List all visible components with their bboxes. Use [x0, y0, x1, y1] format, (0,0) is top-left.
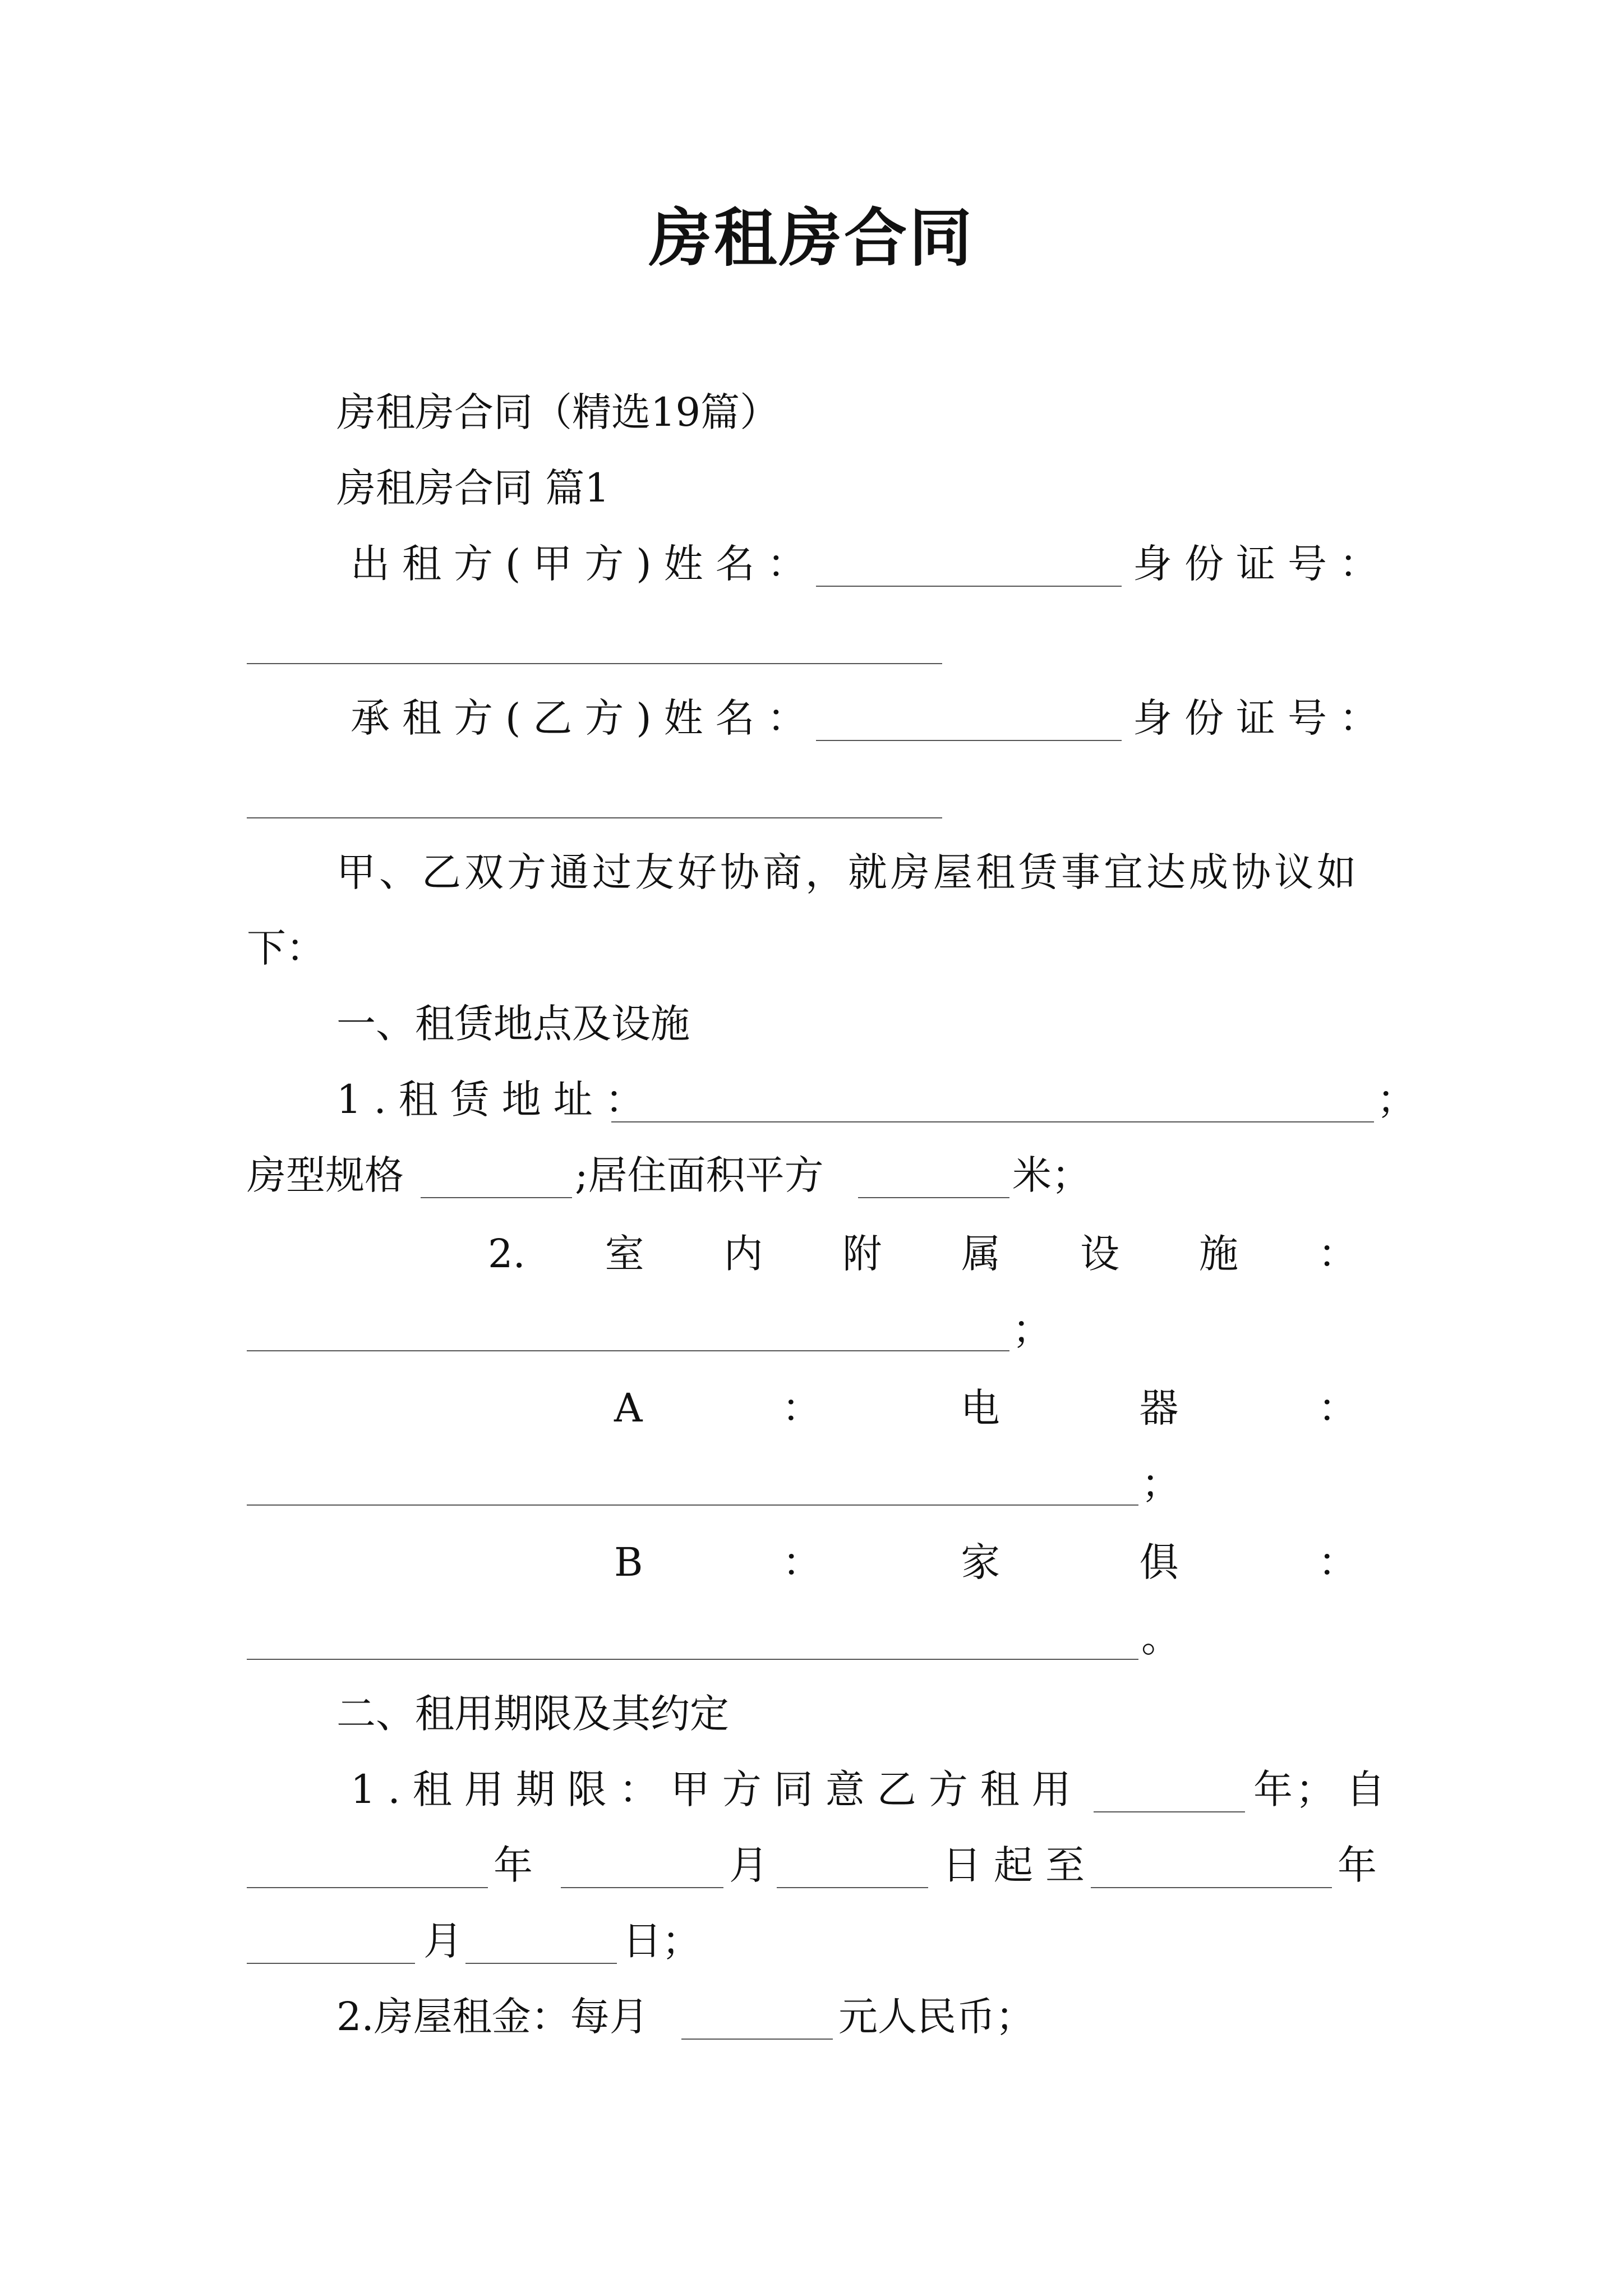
document-title: 房租房合同 — [649, 201, 974, 275]
appliances-char: 器 — [1139, 1385, 1179, 1431]
lessor-id-blank — [247, 662, 942, 664]
end-month-blank — [247, 1962, 415, 1964]
furniture-char: B — [614, 1539, 643, 1585]
appliances-char: A — [614, 1385, 643, 1431]
term-year-unit: 年 — [1253, 1766, 1293, 1812]
appliances-char: ： — [1318, 1385, 1357, 1431]
facilities-char: 2. — [488, 1231, 525, 1277]
start-month-blank — [561, 1886, 723, 1888]
living-area-blank — [858, 1196, 1009, 1198]
room-type-blank — [421, 1196, 572, 1198]
term-label: 1.租用期限：甲方同意乙方租用 — [351, 1766, 1083, 1812]
address-label: 1.租赁地址： — [336, 1076, 657, 1122]
start-year-unit: 年 — [494, 1842, 533, 1888]
rent-amount-blank — [681, 2037, 833, 2040]
facilities-end: ； — [1012, 1306, 1052, 1352]
address-blank — [611, 1120, 1374, 1122]
furniture-end: 。 — [1141, 1615, 1181, 1661]
facilities-char: ： — [1317, 1231, 1357, 1277]
rent-label: 2.房屋租金：每月 — [336, 1994, 649, 2040]
section-heading: 房租房合同 篇1 — [336, 465, 610, 511]
appliances-char: ： — [782, 1385, 822, 1431]
appliances-char: 电 — [960, 1385, 1000, 1431]
term-years-blank — [1094, 1810, 1245, 1812]
lessor-id-label: 身份证号： — [1133, 541, 1391, 587]
term-from: ；自 — [1295, 1766, 1396, 1812]
living-area-label: ;居住面积平方 — [575, 1152, 824, 1198]
end-day-unit: 日； — [623, 1918, 701, 1964]
facilities-char: 施 — [1199, 1231, 1239, 1277]
start-day-blank — [777, 1886, 928, 1888]
lessee-name-blank — [816, 739, 1122, 741]
intro-text: 甲、乙双方通过友好协商，就房屋租赁事宜达成协议如 — [336, 849, 1359, 895]
furniture-char: ： — [1317, 1539, 1357, 1585]
lessor-name-label — [351, 539, 819, 589]
end-year-unit: 年 — [1338, 1842, 1377, 1888]
start-year-blank — [247, 1886, 488, 1888]
end-year-blank — [1091, 1886, 1332, 1888]
facilities-char: 附 — [842, 1231, 882, 1277]
room-type-label: 房型规格 — [247, 1152, 404, 1198]
furniture-blank — [247, 1658, 1138, 1660]
clause2-heading: 二、租用期限及其约定 — [336, 1691, 729, 1737]
lessor-label-text: 出租方(甲方)姓名： — [351, 541, 819, 587]
facilities-char: 设 — [1080, 1231, 1120, 1277]
subtitle: 房租房合同（精选19篇） — [336, 389, 780, 435]
facilities-char: 内 — [723, 1231, 763, 1277]
rent-unit: 元人民币； — [838, 1994, 1035, 2040]
facilities-blank — [247, 1349, 1009, 1351]
lessee-name-label: 承租方(乙方)姓名： — [351, 695, 819, 741]
facilities-label-row — [488, 1228, 1357, 1279]
address-end: ； — [1377, 1076, 1416, 1122]
end-day-blank — [465, 1962, 617, 1964]
furniture-char: 家 — [961, 1539, 1000, 1585]
furniture-char: 俱 — [1139, 1539, 1179, 1585]
living-area-unit: 米； — [1012, 1152, 1091, 1198]
intro-continued: 下： — [247, 925, 325, 971]
lessor-name-blank — [816, 585, 1122, 587]
appliances-blank — [247, 1503, 1138, 1506]
appliances-end: ； — [1141, 1461, 1181, 1507]
clause1-heading: 一、租赁地点及设施 — [336, 1001, 690, 1047]
appliances-label-row — [614, 1383, 1357, 1433]
start-month-unit: 月 — [729, 1842, 768, 1888]
facilities-char: 室 — [605, 1231, 644, 1277]
end-month-unit: 月 — [423, 1918, 463, 1964]
furniture-label-row — [614, 1537, 1357, 1588]
lessee-id-blank — [247, 816, 942, 818]
lessee-id-label: 身份证号： — [1133, 695, 1391, 741]
facilities-char: 属 — [961, 1231, 1001, 1277]
furniture-char: ： — [782, 1539, 822, 1585]
start-day-to: 日起至 — [942, 1842, 1097, 1888]
